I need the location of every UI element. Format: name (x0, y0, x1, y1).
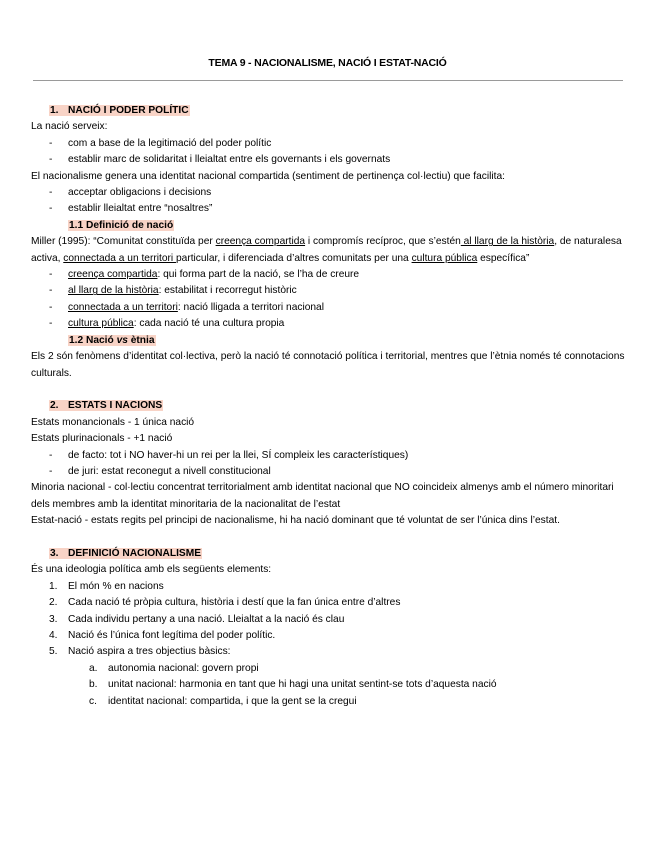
s1-nationalism-text: El nacionalisme genera una identitat nacional compartida (sentiment de pertinença col·lectiu) que facilita: (31, 170, 505, 182)
list-item: 3. Cada individu pertany a una nació. Lleialtat a la nació és clau (49, 613, 345, 625)
list-item: - de juri: estat reconegut a nivell constitucional (49, 465, 271, 477)
list-item: - creença compartida: qui forma part de la nació, se l’ha de creure (49, 269, 360, 281)
list-item: 5. Nació aspira a tres objectius bàsics: (49, 646, 231, 658)
list-item: c. identitat nacional: compartida, i que la gent se la cregui (89, 695, 357, 707)
section-2-heading (31, 398, 631, 414)
list-item: - com a base de la legitimació del poder polític (49, 137, 272, 149)
section-1-number: 1. (50, 105, 59, 116)
document-body (31, 103, 631, 710)
s2-pluri: Estats plurinacionals - +1 nació (31, 433, 173, 445)
list-item: - acceptar obligacions i decisions (49, 187, 212, 199)
s2-minority: Minoria nacional - col·lectiu concentrat territorialment amb identitat nacional que NO coincideix almenys amb el número minoritari dels membres amb la identitat minoritaria de la nacionalitat de l’estat (31, 482, 614, 510)
s2-statenation: Estat-nació - estats regits pel principi de nacionalisme, hi ha nació dominant que té voluntat de ser l’única dins l’estat. (31, 515, 560, 527)
miller-definition: Miller (1995): “Comunitat constituïda per creença compartida i compromís recíproc, que s’estén al llarg de la història, de naturalesa activa, connectada a un territori particular, i diferenciada d’altres comunitats per una cultura pública específica” (31, 236, 622, 264)
section-3-heading (31, 546, 631, 562)
section-3-number: 3. (50, 547, 59, 559)
section-1-title: NACIÓ I PODER POLÍTIC (68, 105, 189, 116)
list-item: 2. Cada nació té pròpia cultura, història i destí que la fan única entre d’altres (49, 597, 401, 609)
subsection-1-2-heading: 1.2 Nació vs ètnia (69, 334, 155, 346)
list-item: - connectada a un territori: nació lligada a territori nacional (49, 301, 324, 313)
list-item: b. unitat nacional: harmonia en tant que hi hagi una unitat sentint-se tots d’aquesta nació (89, 679, 497, 691)
s1-ethnic-text: Els 2 són fenòmens d’identitat col·lectiva, però la nació té connotació política i territorial, mentres que l’ètnia només té connotacions culturals. (31, 351, 625, 379)
document-title: TEMA 9 - NACIONALISME, NACIÓ I ESTAT-NACIÓ (208, 57, 447, 69)
list-item: 4. Nació és l’única font legítima del poder polític. (49, 629, 276, 641)
title-divider (33, 80, 623, 81)
s3-intro: És una ideologia política amb els següents elements: (31, 564, 272, 576)
section-1-heading (31, 103, 631, 119)
list-item: - de facto: tot i NO haver-hi un rei per la llei, SÍ compleix les característiques) (49, 449, 409, 461)
list-item: - cultura pública: cada nació té una cultura propia (49, 318, 285, 330)
list-item: - establir lleialtat entre “nosaltres” (49, 203, 213, 215)
subsection-1-1-heading: 1.1 Definició de nació (69, 219, 174, 231)
s2-mono: Estats monancionals - 1 única nació (31, 416, 195, 428)
list-item: 1. El món % en nacions (49, 580, 164, 592)
section-2-title: ESTATS I NACIONS (68, 400, 163, 412)
list-item: - establir marc de solidaritat i lleialtat entre els governants i els governats (49, 154, 391, 166)
section-3-title: DEFINICIÓ NACIONALISME (68, 547, 202, 559)
s1-intro: La nació serveix: (31, 121, 108, 133)
list-item: a. autonomia nacional: govern propi (89, 662, 259, 674)
list-item: - al llarg de la història: estabilitat i recorregut històric (49, 285, 297, 297)
section-2-number: 2. (50, 400, 59, 412)
